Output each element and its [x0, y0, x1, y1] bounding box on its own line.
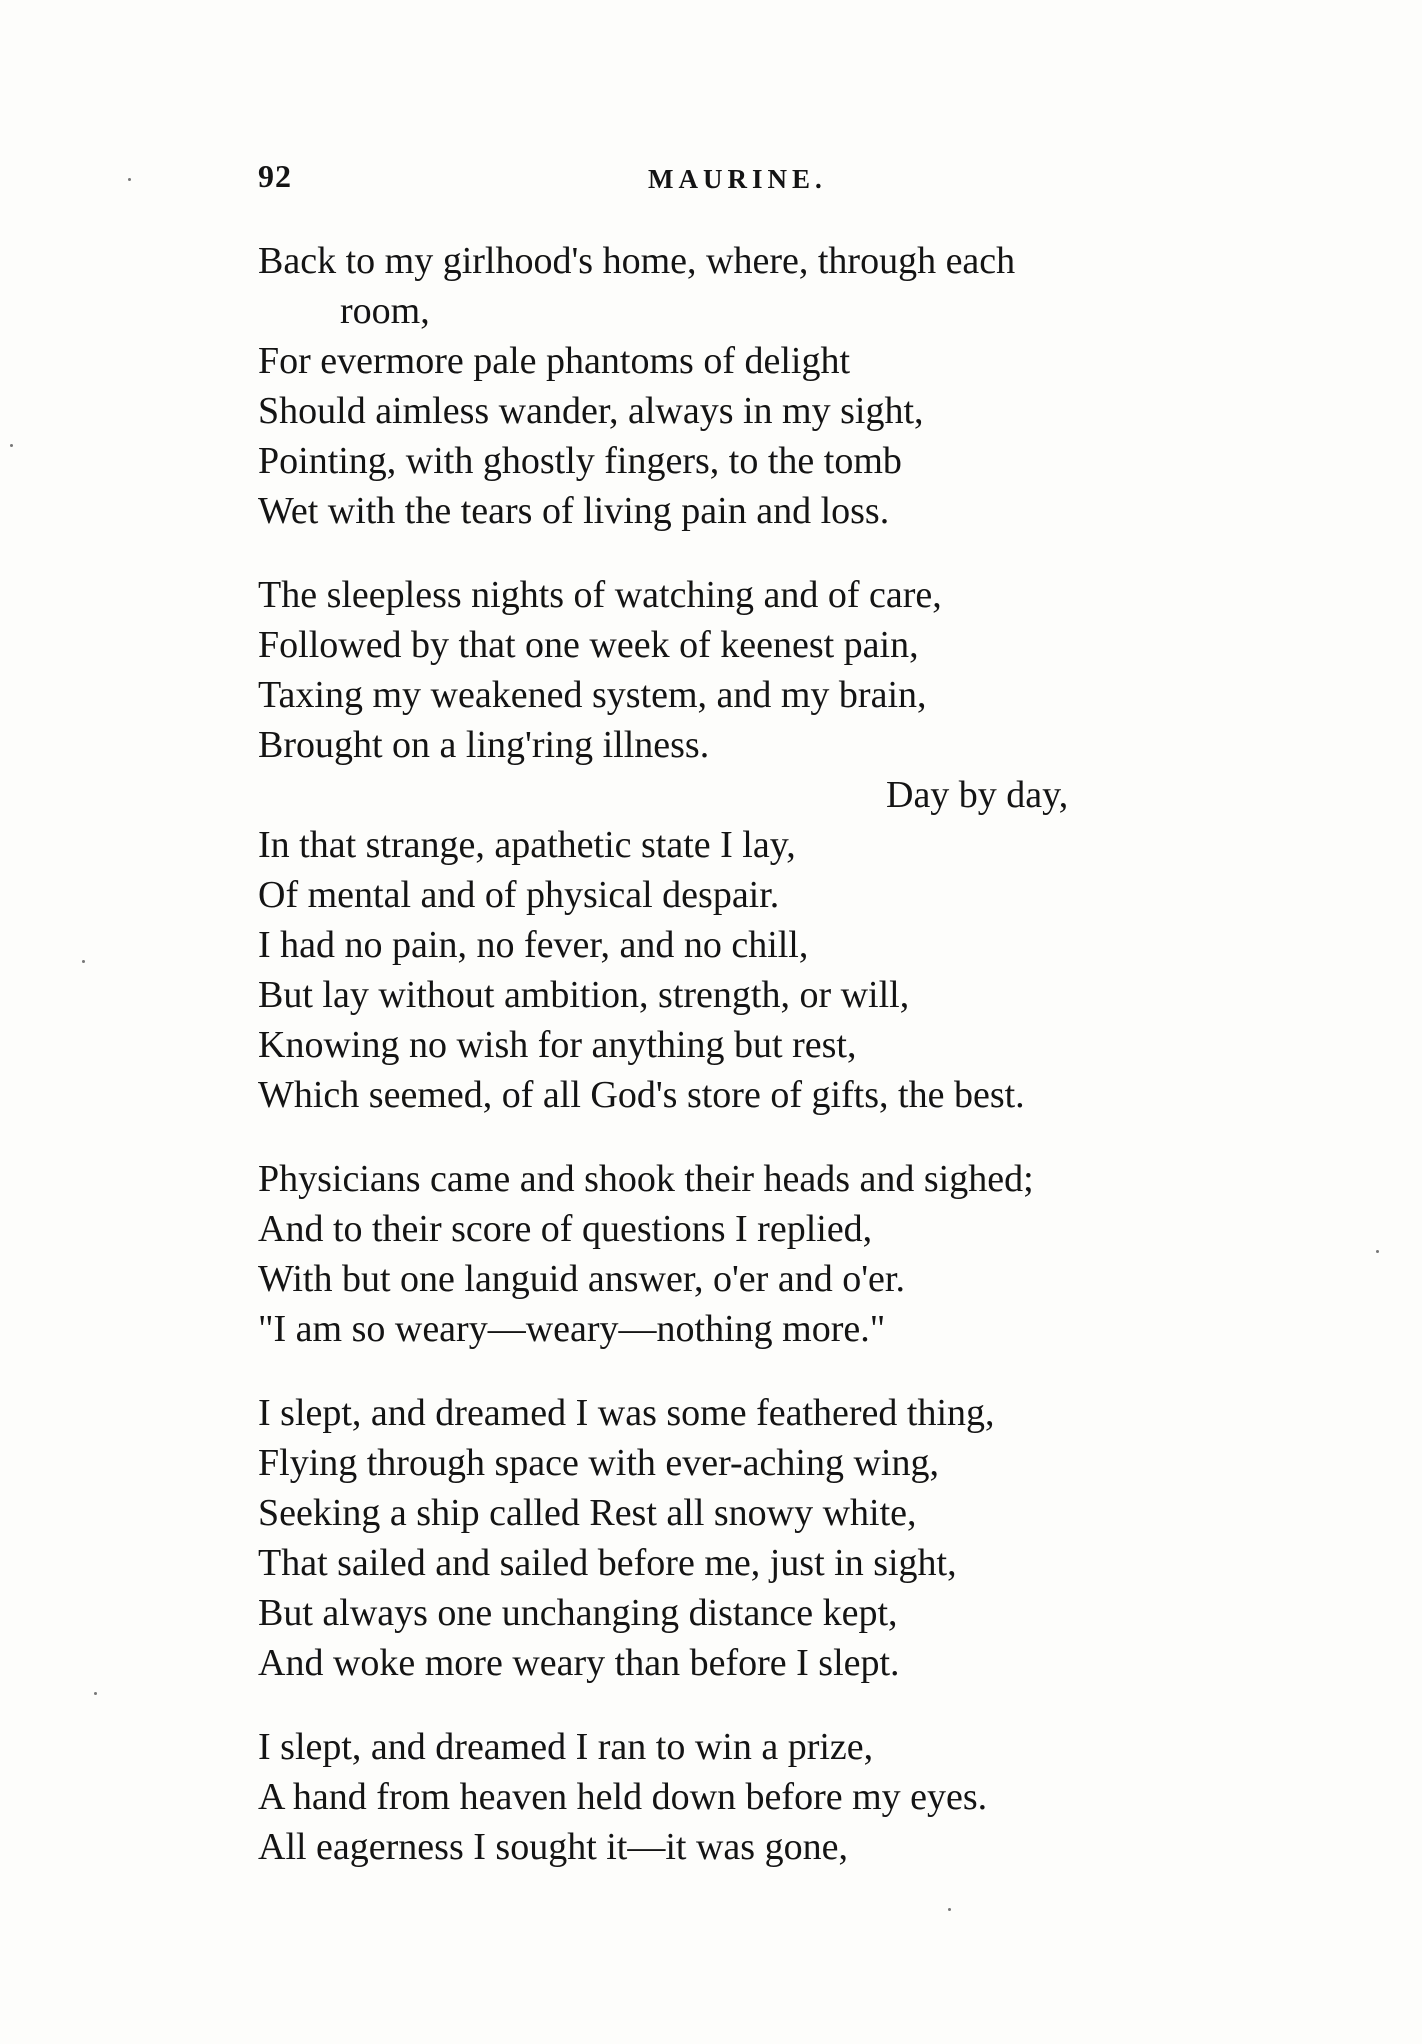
- paper-speck: [1376, 1250, 1379, 1253]
- poem-line: And woke more weary than before I slept.: [258, 1642, 900, 1684]
- poem-line: The sleepless nights of watching and of care,: [258, 574, 942, 616]
- poem-line: Back to my girlhood's home, where, through each: [258, 240, 1016, 282]
- poem-line: That sailed and sailed before me, just in sight,: [258, 1542, 957, 1584]
- poem-line: I had no pain, no fever, and no chill,: [258, 924, 809, 966]
- poem-line: Of mental and of physical despair.: [258, 874, 780, 916]
- paper-speck: [948, 1908, 951, 1911]
- poem-line: Should aimless wander, always in my sight,: [258, 390, 924, 432]
- poem-line: All eagerness I sought it—it was gone,: [258, 1826, 848, 1868]
- poem-line: I slept, and dreamed I was some feathered thing,: [258, 1392, 995, 1434]
- poem-line: Day by day,: [886, 774, 1069, 816]
- poem-text: [258, 236, 1258, 1906]
- poem-line: Which seemed, of all God's store of gifts, the best.: [258, 1074, 1025, 1116]
- running-head: [258, 158, 1258, 208]
- poem-line: Brought on a ling'ring illness.: [258, 724, 710, 766]
- poem-line: Flying through space with ever-aching wing,: [258, 1442, 939, 1484]
- poem-line: A hand from heaven held down before my eyes.: [258, 1776, 988, 1818]
- stanza: [258, 1388, 1258, 1688]
- poem-line: Taxing my weakened system, and my brain,: [258, 674, 927, 716]
- stanza: [258, 1154, 1258, 1354]
- page-number: 92: [258, 158, 292, 194]
- poem-line: Knowing no wish for anything but rest,: [258, 1024, 857, 1066]
- poem-line: Seeking a ship called Rest all snowy white,: [258, 1492, 917, 1534]
- stanza: [258, 1722, 1258, 1872]
- paper-speck: [82, 960, 85, 963]
- poem-line: "I am so weary—weary—nothing more.": [258, 1308, 886, 1350]
- poem-line: In that strange, apathetic state I lay,: [258, 824, 796, 866]
- poem-line: Followed by that one week of keenest pain,: [258, 624, 919, 666]
- poem-line: With but one languid answer, o'er and o'er.: [258, 1258, 905, 1300]
- paper-speck: [94, 1692, 97, 1695]
- poem-line: But always one unchanging distance kept,: [258, 1592, 898, 1634]
- paper-speck: [128, 178, 131, 181]
- poem-line: And to their score of questions I replied,: [258, 1208, 873, 1250]
- poem-line: Physicians came and shook their heads and sighed;: [258, 1158, 1034, 1200]
- poem-line: I slept, and dreamed I ran to win a prize,: [258, 1726, 874, 1768]
- running-title: MAURINE.: [648, 164, 827, 194]
- poem-line: room,: [340, 290, 430, 332]
- stanza: [258, 236, 1258, 536]
- stanza: [258, 570, 1258, 1120]
- poem-line: Pointing, with ghostly fingers, to the tomb: [258, 440, 902, 482]
- poem-line: Wet with the tears of living pain and loss.: [258, 490, 890, 532]
- poem-line: But lay without ambition, strength, or will,: [258, 974, 910, 1016]
- paper-speck: [10, 444, 13, 447]
- poem-line: For evermore pale phantoms of delight: [258, 340, 851, 382]
